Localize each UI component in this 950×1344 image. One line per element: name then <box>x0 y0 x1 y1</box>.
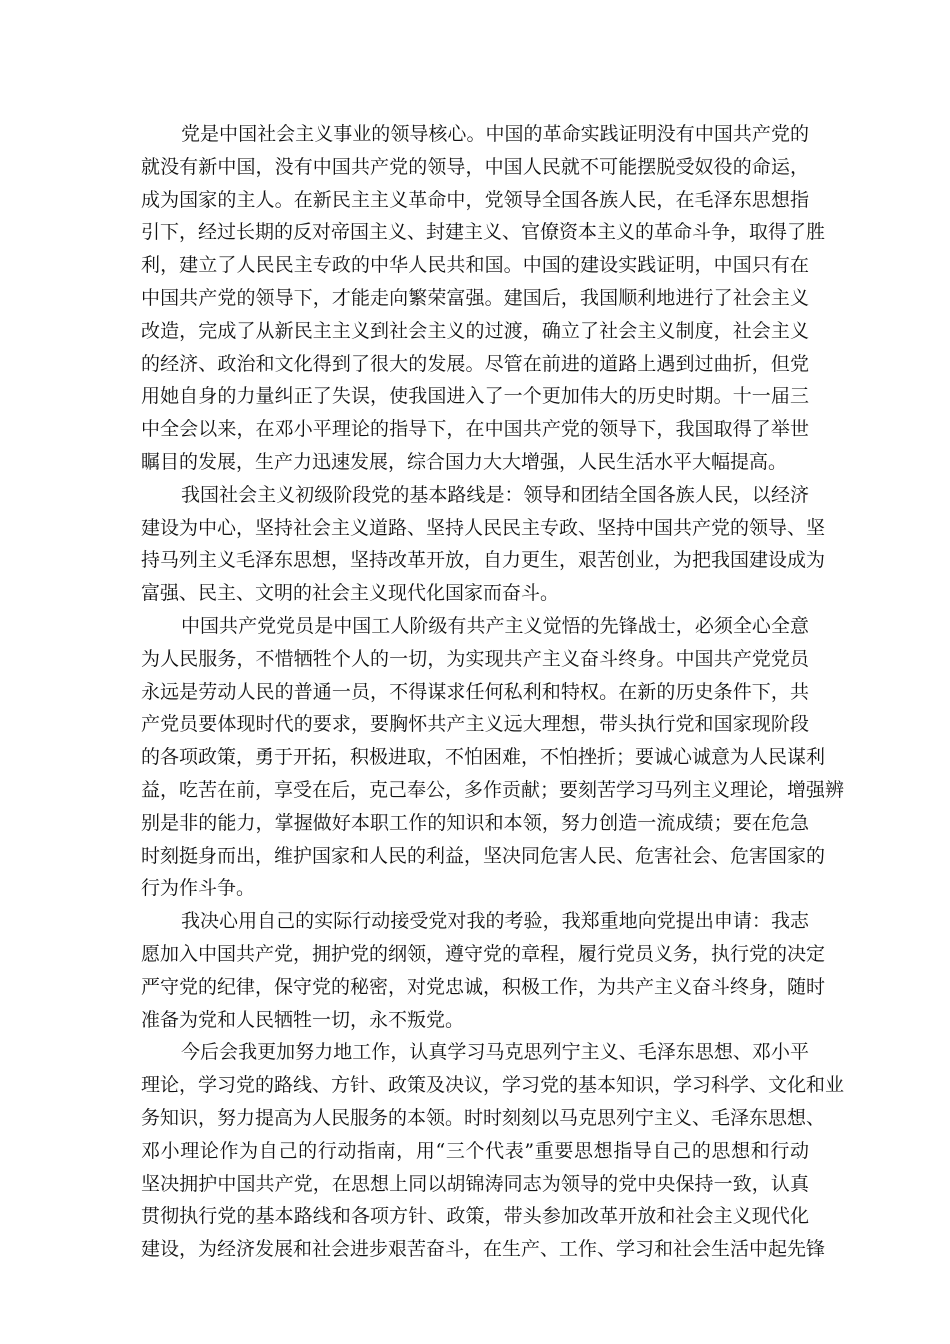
paragraph-line: 邓小理论作为自己的行动指南，用“三个代表”重要思想指导自己的思想和行动 <box>141 1139 809 1162</box>
paragraph-line: 中国共产党的领导下，才能走向繁荣富强。建国后，我国顺利地进行了社会主义 <box>141 286 809 309</box>
paragraph-line: 严守党的纪律，保守党的秘密，对党忠诚，积极工作，为共产主义奋斗终身，随时 <box>141 975 826 998</box>
paragraph-line: 我决心用自己的实际行动接受党对我的考验，我郑重地向党提出申请：我志 <box>181 910 809 933</box>
paragraph-line: 务知识，努力提高为人民服务的本领。时时刻刻以马克思列宁主义、毛泽东思想、 <box>141 1106 826 1129</box>
paragraph-line: 富强、民主、文明的社会主义现代化国家而奋斗。 <box>141 582 560 605</box>
paragraph-3 <box>141 610 845 905</box>
paragraph-line: 用她自身的力量纠正了失误，使我国进入了一个更加伟大的历史时期。十一届三 <box>141 385 809 408</box>
paragraph-line: 愿加入中国共产党，拥护党的纲领，遵守党的章程，履行党员义务，执行党的决定 <box>141 942 826 965</box>
paragraph-1 <box>141 118 826 479</box>
paragraph-line: 成为国家的主人。在新民主主义革命中，党领导全国各族人民，在毛泽东思想指 <box>141 188 809 211</box>
paragraph-line: 党是中国社会主义事业的领导核心。中国的革命实践证明没有中国共产党的 <box>181 123 809 145</box>
paragraph-line: 引下，经过长期的反对帝国主义、封建主义、官僚资本主义的革命斗争，取得了胜 <box>141 221 826 244</box>
paragraph-line: 坚决拥护中国共产党，在思想上同以胡锦涛同志为领导的党中央保持一致，认真 <box>141 1172 809 1195</box>
paragraph-line: 别是非的能力，掌握做好本职工作的知识和本领，努力创造一流成绩；要在危急 <box>141 811 809 834</box>
paragraph-line: 准备为党和人民牺牲一切，永不叛党。 <box>141 1008 465 1031</box>
paragraph-line: 理论，学习党的路线、方针、政策及决议，学习党的基本知识，学习科学、文化和业 <box>141 1074 845 1097</box>
paragraph-line: 中国共产党党员是中国工人阶级有共产主义觉悟的先锋战士，必须全心全意 <box>181 614 809 637</box>
paragraph-line: 持马列主义毛泽东思想，坚持改革开放，自力更生，艰苦创业，为把我国建设成为 <box>141 549 826 572</box>
paragraph-line: 行为作斗争。 <box>141 877 256 900</box>
paragraph-line: 今后会我更加努力地工作，认真学习马克思列宁主义、毛泽东思想、邓小平 <box>181 1041 809 1064</box>
paragraph-line: 建设，为经济发展和社会进步艰苦奋斗，在生产、工作、学习和社会生活中起先锋 <box>141 1238 826 1261</box>
paragraph-line: 贯彻执行党的基本路线和各项方针、政策，带头参加改革开放和社会主义现代化 <box>141 1205 809 1228</box>
paragraph-line: 的经济、政治和文化得到了很大的发展。尽管在前进的道路上遇到过曲折，但党 <box>141 352 809 375</box>
paragraph-line: 建设为中心，坚持社会主义道路、坚持人民民主专政、坚持中国共产党的领导、坚 <box>141 516 826 539</box>
paragraph-5 <box>141 1036 845 1266</box>
paragraph-line: 就没有新中国，没有中国共产党的领导，中国人民就不可能摆脱受奴役的命运， <box>141 155 809 178</box>
paragraph-line: 为人民服务，不惜牺牲个人的一切，为实现共产主义奋斗终身。中国共产党党员 <box>141 647 809 670</box>
paragraph-2 <box>141 479 826 610</box>
paragraph-line: 时刻挺身而出，维护国家和人民的利益，坚决同危害人民、危害社会、危害国家的 <box>141 844 826 867</box>
paragraph-line: 产党员要体现时代的要求，要胸怀共产主义远大理想，带头执行党和国家现阶段 <box>141 713 809 736</box>
document-page <box>141 118 845 1266</box>
paragraph-line: 益，吃苦在前，享受在后，克己奉公，多作贡献；要刻苦学习马列主义理论，增强辨 <box>141 778 845 801</box>
paragraph-line: 的各项政策，勇于开拓，积极进取，不怕困难，不怕挫折；要诚心诚意为人民谋利 <box>141 746 826 769</box>
paragraph-line: 利，建立了人民民主专政的中华人民共和国。中国的建设实践证明，中国只有在 <box>141 254 809 277</box>
paragraph-line: 我国社会主义初级阶段党的基本路线是：领导和团结全国各族人民，以经济 <box>181 483 809 506</box>
paragraph-line: 瞩目的发展，生产力迅速发展，综合国力大大增强，人民生活水平大幅提高。 <box>141 450 788 473</box>
paragraph-4 <box>141 905 826 1036</box>
paragraph-line: 改造，完成了从新民主主义到社会主义的过渡，确立了社会主义制度，社会主义 <box>141 319 809 342</box>
paragraph-line: 永远是劳动人民的普通一员，不得谋求任何私利和特权。在新的历史条件下，共 <box>141 680 809 703</box>
paragraph-line: 中全会以来，在邓小平理论的指导下，在中国共产党的领导下，我国取得了举世 <box>141 418 809 441</box>
